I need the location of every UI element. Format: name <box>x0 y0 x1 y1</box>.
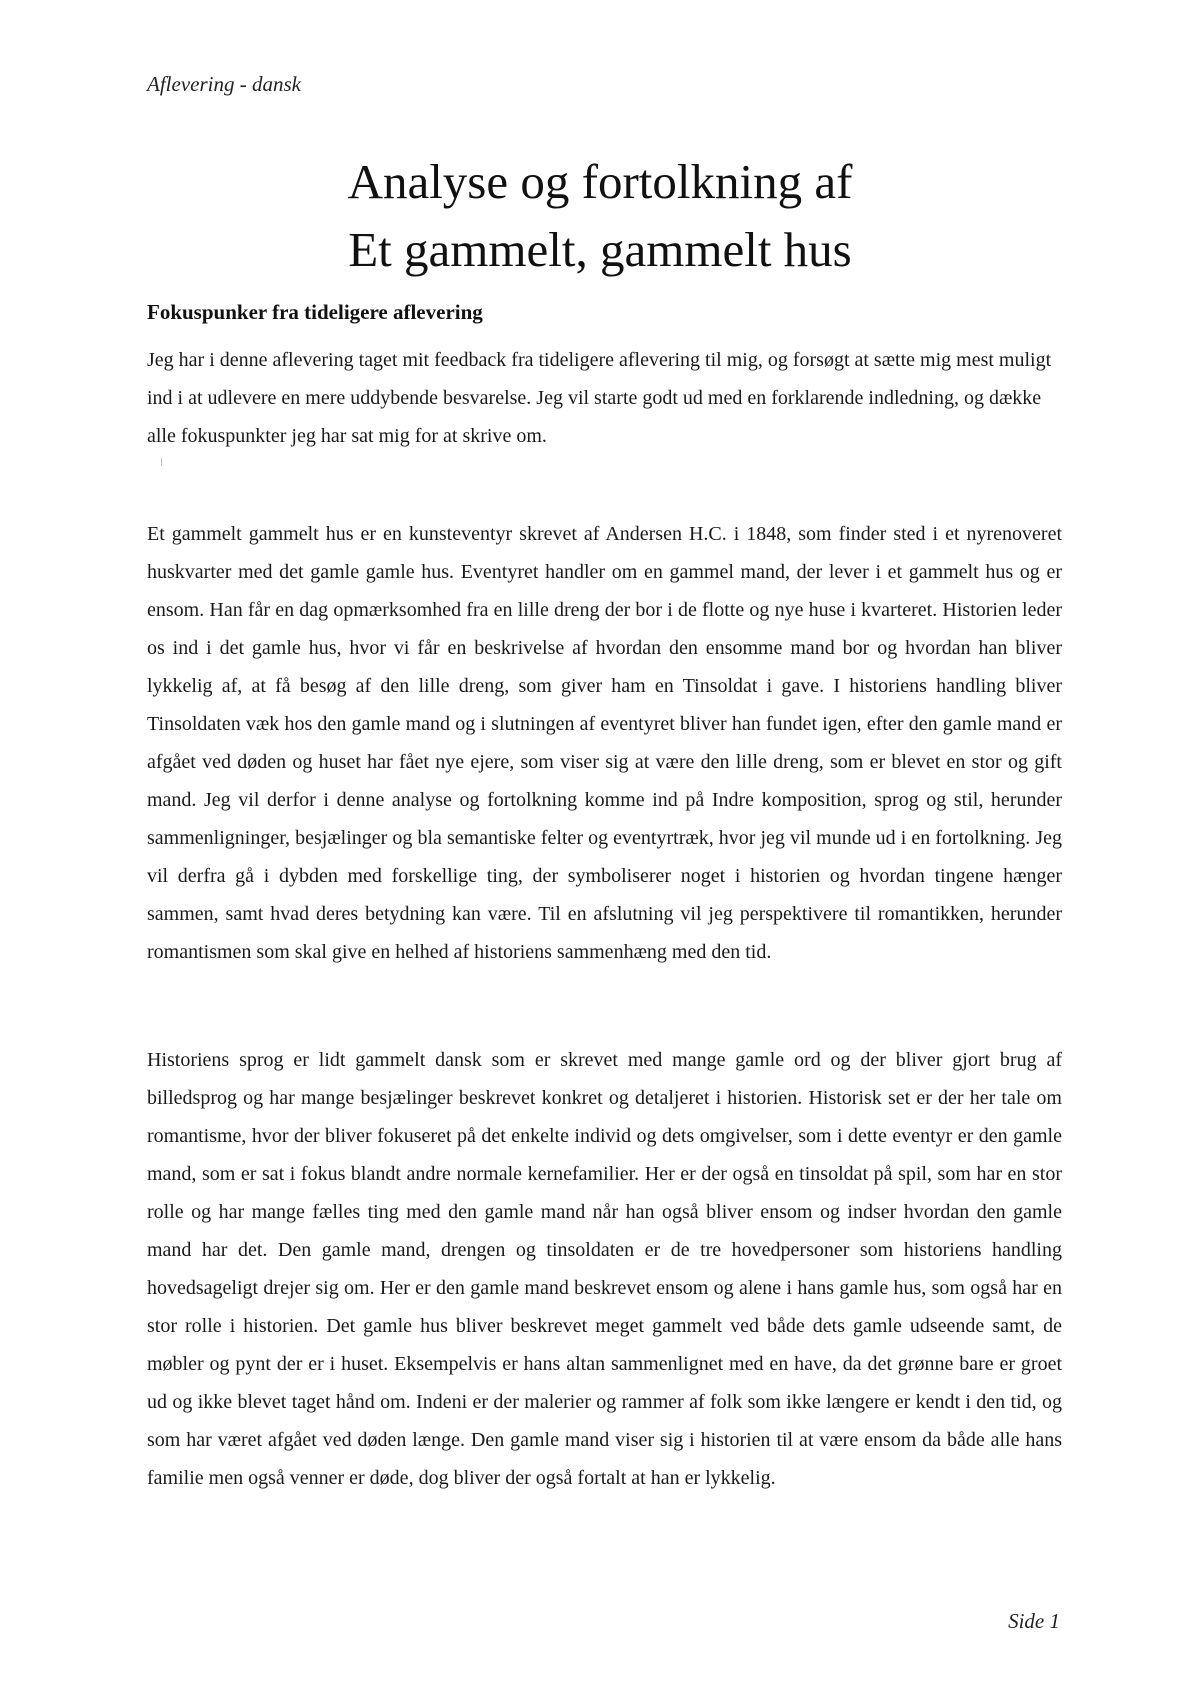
title-line-2: Et gammelt, gammelt hus <box>348 222 852 277</box>
section-heading: Fokuspunker fra tideligere aflevering <box>147 300 483 324</box>
stray-mark <box>161 458 162 466</box>
paragraph-introduction: Et gammelt gammelt hus er en kunsteventyr skrevet af Andersen H.C. i 1848, som finder sted i et nyrenoveret huskvarter med det gamle gamle hus. Eventyret handler om en gammel mand, der lever i et gammelt hus og er ensom. Han får en dag opmærksomhed fra en lille dreng der bor i de flotte og nye huse i kvarteret. Historien leder os ind i det gamle hus, hvor vi får en beskrivelse af hvordan den ensomme mand bor og hvordan han bliver lykkelig af, at få besøg af den lille dreng, som giver ham en Tinsoldat i gave. I historiens handling bliver Tinsoldaten væk hos den gamle mand og i slutningen af eventyret bliver han fundet igen, efter den gamle mand er afgået ved døden og huset har fået nye ejere, som viser sig at være den lille dreng, som er blevet en stor og gift mand. Jeg vil derfor i denne analyse og fortolkning komme ind på Indre komposition, sprog og stil, herunder sammenligninger, besjælinger og bla semantiske felter og eventyrtræk, hvor jeg vil munde ud i en fortolkning. Jeg vil derfra gå i dybden med forskellige ting, der symboliserer noget i historien og hvordan tingene hænger sammen, samt hvad deres betydning kan være. Til en afslutning vil jeg perspektivere til romantikken, herunder romantismen som skal give en helhed af historiens sammenhæng med den tid. <box>147 523 1062 963</box>
paragraph-language-style: Historiens sprog er lidt gammelt dansk som er skrevet med mange gamle ord og der bliver gjort brug af billedsprog og har mange besjælinger beskrevet konkret og detaljeret i historien. Historisk set er der her tale om romantisme, hvor der bliver fokuseret på det enkelte individ og dets omgivelser, som i dette eventyr er den gamle mand, som er sat i fokus blandt andre normale kernefamilier. Her er der også en tinsoldat på spil, som har en stor rolle og har mange fælles ting med den gamle mand når han også bliver ensom og indser hvordan den gamle mand har det. Den gamle mand, drengen og tinsoldaten er de tre hovedpersoner som historiens handling hovedsageligt drejer sig om. Her er den gamle mand beskrevet ensom og alene i hans gamle hus, som også har en stor rolle i historien. Det gamle hus bliver beskrevet meget gammelt ved både dets gamle udseende samt, de møbler og pynt der er i huset. Eksempelvis er hans altan sammenlignet med en have, da det grønne bare er groet ud og ikke blevet taget hånd om. Indeni er der malerier og rammer af folk som ikke længere er kendt i den tid, og som har været afgået ved døden længe. Den gamle mand viser sig i historien til at være ensom da både alle hans familie men også venner er døde, dog bliver der også fortalt at han er lykkelig. <box>147 1049 1062 1489</box>
paragraph-feedback: Jeg har i denne aflevering taget mit feedback fra tideligere aflevering til mig, og forsøgt at sætte mig mest muligt ind i at udlevere en mere uddybende besvarelse. Jeg vil starte godt ud med en forklarende indledning, og dække alle fokuspunkter jeg har sat mig for at skrive om. <box>147 349 1052 447</box>
page-number: Side 1 <box>1008 1609 1060 1633</box>
page-header: Aflevering - dansk <box>147 72 301 96</box>
title-line-1: Analyse og fortolkning af <box>347 154 853 209</box>
document-title <box>147 148 1053 284</box>
